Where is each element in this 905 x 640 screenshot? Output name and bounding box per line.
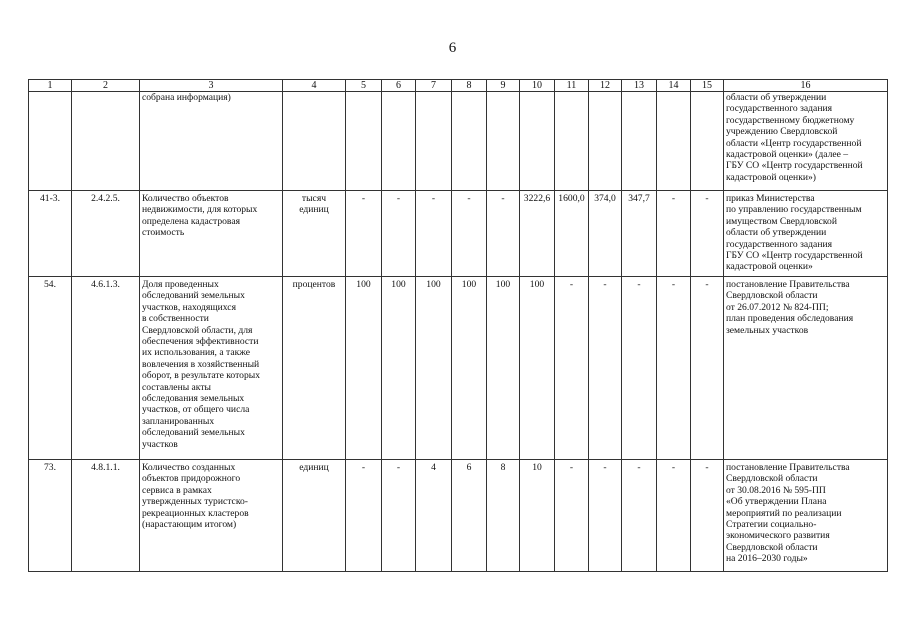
header-cell: 12 xyxy=(589,80,622,92)
header-cell: 16 xyxy=(724,80,888,92)
indicators-table xyxy=(28,79,888,572)
value-cell: - xyxy=(691,277,724,460)
value-cell: 3222,6 xyxy=(520,191,555,277)
value-cell: - xyxy=(691,460,724,572)
value-cell: 100 xyxy=(487,277,520,460)
value-cell: 10 xyxy=(520,460,555,572)
value-cell: 6 xyxy=(452,460,487,572)
source-document: постановление Правительства Свердловской области от 30.08.2016 № 595-ПП «Об утверждении Плана мероприятий по реализации Стратегии социально- экономического развития Свердловской области на 2016–2030 годы» xyxy=(724,460,888,572)
header-cell: 8 xyxy=(452,80,487,92)
header-cell: 13 xyxy=(622,80,657,92)
value-cell: - xyxy=(416,191,452,277)
value-cell: 374,0 xyxy=(589,191,622,277)
header-cell: 14 xyxy=(657,80,691,92)
header-cell: 7 xyxy=(416,80,452,92)
value-cell: - xyxy=(487,191,520,277)
value-cell xyxy=(382,92,416,191)
value-cell: - xyxy=(691,191,724,277)
value-cell: - xyxy=(657,277,691,460)
value-cell: 1600,0 xyxy=(555,191,589,277)
value-cell: 4 xyxy=(416,460,452,572)
value-cell: - xyxy=(555,277,589,460)
unit: единиц xyxy=(283,460,346,572)
row-number: 73. xyxy=(29,460,72,572)
value-cell: 8 xyxy=(487,460,520,572)
header-cell: 9 xyxy=(487,80,520,92)
table-row xyxy=(29,460,888,572)
header-cell: 6 xyxy=(382,80,416,92)
value-cell xyxy=(657,92,691,191)
source-document: постановление Правительства Свердловской области от 26.07.2012 № 824-ПП; план проведения обследования земельных участков xyxy=(724,277,888,460)
value-cell xyxy=(452,92,487,191)
value-cell xyxy=(622,92,657,191)
row-number: 54. xyxy=(29,277,72,460)
row-number xyxy=(29,92,72,191)
row-code: 2.4.2.5. xyxy=(72,191,140,277)
value-cell xyxy=(416,92,452,191)
unit: процентов xyxy=(283,277,346,460)
unit: тысяч единиц xyxy=(283,191,346,277)
value-cell: - xyxy=(622,277,657,460)
header-cell: 15 xyxy=(691,80,724,92)
value-cell: - xyxy=(555,460,589,572)
value-cell: - xyxy=(382,191,416,277)
value-cell: - xyxy=(346,191,382,277)
unit xyxy=(283,92,346,191)
value-cell xyxy=(555,92,589,191)
value-cell xyxy=(691,92,724,191)
header-cell: 3 xyxy=(140,80,283,92)
value-cell: - xyxy=(589,277,622,460)
value-cell: - xyxy=(657,460,691,572)
value-cell xyxy=(589,92,622,191)
indicator-name: Доля проведенных обследований земельных участков, находящихся в собственности Свердловской области, для обеспечения эффективности их использования, а также вовлечения в хозяйственный оборот, в результате которых составлены акты обследования земельных участков, от общего числа запланированных обследований земельных участков xyxy=(140,277,283,460)
value-cell: 347,7 xyxy=(622,191,657,277)
row-number: 41-3. xyxy=(29,191,72,277)
value-cell: - xyxy=(589,460,622,572)
value-cell xyxy=(487,92,520,191)
value-cell: 100 xyxy=(452,277,487,460)
value-cell: 100 xyxy=(346,277,382,460)
header-cell: 1 xyxy=(29,80,72,92)
indicator-name: собрана информация) xyxy=(140,92,283,191)
page-number: 6 xyxy=(448,40,457,56)
value-cell: - xyxy=(622,460,657,572)
value-cell: - xyxy=(346,460,382,572)
table-row xyxy=(29,277,888,460)
source-document: области об утверждении государственного задания государственному бюджетному учреждению Свердловской области «Центр государственной кадастровой оценки» (далее – ГБУ СО «Центр государственной кадастровой оценки») xyxy=(724,92,888,191)
value-cell: - xyxy=(382,460,416,572)
header-row xyxy=(29,80,888,92)
header-cell: 10 xyxy=(520,80,555,92)
value-cell: - xyxy=(452,191,487,277)
source-document: приказ Министерства по управлению государственным имуществом Свердловской области об утверждении государственного задания ГБУ СО «Центр государственной кадастровой оценки» xyxy=(724,191,888,277)
row-code: 4.8.1.1. xyxy=(72,460,140,572)
header-cell: 2 xyxy=(72,80,140,92)
value-cell: - xyxy=(657,191,691,277)
value-cell: 100 xyxy=(520,277,555,460)
value-cell: 100 xyxy=(382,277,416,460)
row-code: 4.6.1.3. xyxy=(72,277,140,460)
row-code xyxy=(72,92,140,191)
indicator-name: Количество объектов недвижимости, для которых определена кадастровая стоимость xyxy=(140,191,283,277)
value-cell xyxy=(346,92,382,191)
value-cell: 100 xyxy=(416,277,452,460)
header-cell: 11 xyxy=(555,80,589,92)
header-cell: 4 xyxy=(283,80,346,92)
table-row xyxy=(29,92,888,191)
header-cell: 5 xyxy=(346,80,382,92)
indicator-name: Количество созданных объектов придорожного сервиса в рамках утвержденных туристско- рекреационных кластеров (нарастающим итогом) xyxy=(140,460,283,572)
table-row xyxy=(29,191,888,277)
value-cell xyxy=(520,92,555,191)
